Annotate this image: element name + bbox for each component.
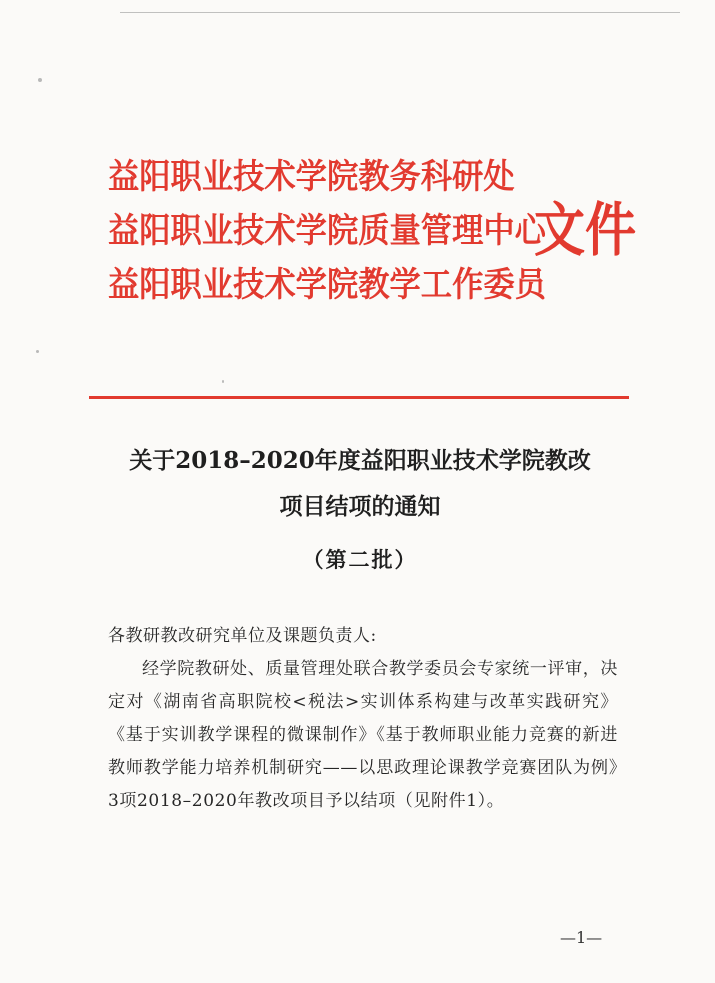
scan-speck xyxy=(38,78,42,82)
notice-title-line-1: 关于2018–2020年度益阳职业技术学院教改 xyxy=(129,447,591,474)
issuing-organization-3: 益阳职业技术学院教学工作委员 xyxy=(108,265,546,305)
document-type-suffix: 文件 xyxy=(534,196,637,264)
notice-batch-subtitle: （第二批） xyxy=(302,547,418,572)
page-number: —1— xyxy=(560,928,603,947)
scan-top-edge xyxy=(120,12,680,13)
document-header xyxy=(108,150,637,320)
salutation: 各教研教改研究单位及课题负责人: xyxy=(108,626,377,646)
scan-speck xyxy=(36,350,39,353)
scan-speck xyxy=(222,380,224,383)
issuing-organization-1: 益阳职业技术学院教务科研处 xyxy=(108,157,515,197)
red-header-rule xyxy=(89,396,629,399)
body-paragraph: 经学院教研处、质量管理处联合教学委员会专家统一评审，决定对《湖南省高职院校<税法>实训体系构建与改革实践研究》《基于实训教学课程的微课制作》《基于教师职业能力竞赛的新进教师教学能力培养机制研究——以思政理论课教学竞赛团队为例》3项2018–2020年教改项目予以结项（见附件1）。 xyxy=(108,659,618,811)
issuing-organization-2: 益阳职业技术学院质量管理中心 xyxy=(108,211,546,251)
notice-body xyxy=(108,620,618,818)
notice-title xyxy=(90,438,630,530)
notice-title-line-2: 项目结项的通知 xyxy=(279,493,441,520)
issuing-organizations xyxy=(108,150,584,312)
